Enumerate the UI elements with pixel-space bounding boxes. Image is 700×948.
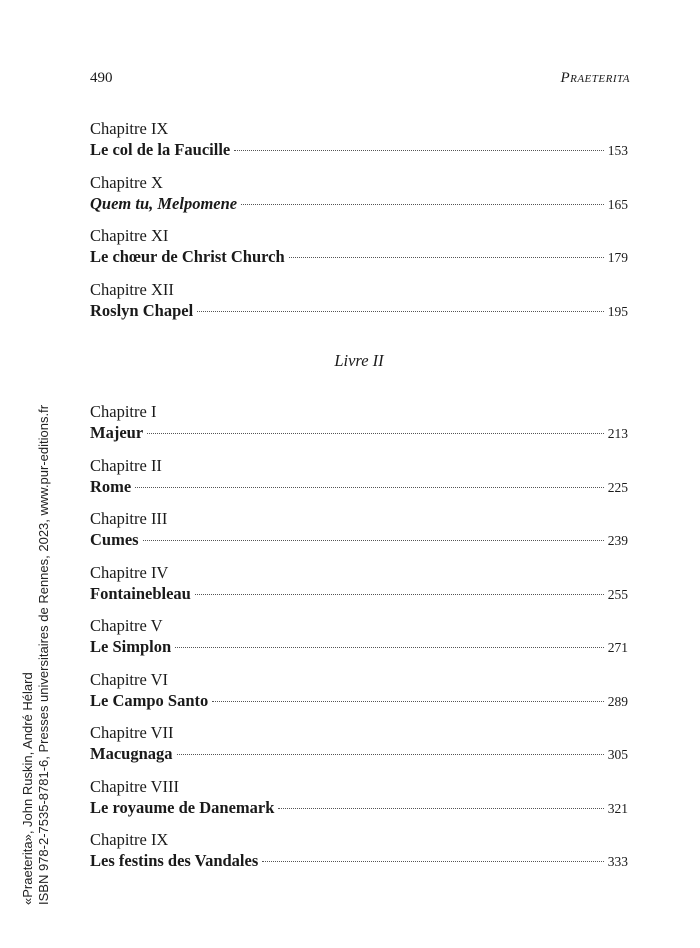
dot-leader (262, 861, 604, 862)
dot-leader (212, 701, 603, 702)
chapter-title: Les festins des Vandales (90, 851, 259, 870)
chapter-label: Chapitre X (90, 172, 163, 192)
chapter-title: Le Campo Santo (90, 690, 209, 710)
chapter-title: Majeur (90, 423, 144, 442)
chapter-page: 333 (607, 854, 628, 869)
dot-leader (234, 150, 604, 151)
chapter-label: Chapitre VI (90, 669, 169, 689)
chapter-label: Chapitre VII (90, 723, 174, 742)
chapter-page: 255 (607, 586, 628, 602)
chapter-title: Rome (90, 476, 132, 496)
dot-leader (143, 540, 604, 541)
chapter-title: Roslyn Chapel (90, 300, 194, 320)
chapter-page: 213 (607, 426, 628, 441)
chapter-label: Chapitre III (90, 509, 168, 528)
chapter-page: 153 (607, 143, 628, 158)
dot-leader (147, 433, 604, 434)
toc-entry (90, 722, 628, 776)
chapter-label: Chapitre IX (90, 830, 169, 849)
toc-entry (90, 172, 628, 226)
section-heading: Livre II (334, 351, 384, 370)
chapter-title: Quem tu, Melpomene (90, 193, 238, 213)
running-title: Praeterita (560, 70, 630, 86)
chapter-page: 179 (607, 250, 628, 265)
dot-leader (135, 487, 604, 488)
toc-entry (90, 508, 628, 562)
toc-entry (90, 669, 628, 723)
chapter-title: Le chœur de Christ Church (90, 247, 285, 266)
chapter-title: Fontainebleau (90, 583, 191, 603)
dot-leader (175, 647, 604, 648)
chapter-page: 239 (607, 533, 628, 548)
side-credit (20, 405, 52, 905)
dot-leader (195, 594, 604, 595)
chapter-label: Chapitre IV (90, 562, 169, 582)
dot-leader (177, 754, 604, 755)
toc-entry (90, 225, 628, 279)
chapter-label: Chapitre XI (90, 226, 169, 245)
toc-entry (90, 829, 628, 883)
toc-entry (90, 279, 628, 333)
chapter-page: 195 (607, 303, 628, 319)
dot-leader (197, 311, 604, 312)
chapter-page: 321 (607, 800, 628, 816)
chapter-title: Le col de la Faucille (90, 140, 231, 159)
toc-entry (90, 455, 628, 509)
chapter-title: Le Simplon (90, 637, 172, 656)
table-of-contents (90, 118, 628, 883)
credit-line-1: «Praeterita», John Ruskin, André Hélard (20, 672, 35, 905)
chapter-page: 225 (607, 479, 628, 495)
chapter-label: Chapitre VIII (90, 776, 180, 796)
toc-entry (90, 776, 628, 830)
chapter-label: Chapitre XII (90, 279, 174, 299)
chapter-title: Cumes (90, 530, 139, 549)
chapter-label: Chapitre I (90, 402, 157, 421)
chapter-page: 289 (607, 693, 628, 709)
toc-entry (90, 118, 628, 172)
dot-leader (278, 808, 603, 809)
chapter-label: Chapitre V (90, 616, 163, 635)
dot-leader (289, 257, 604, 258)
chapter-label: Chapitre II (90, 455, 162, 475)
toc-entry (90, 401, 628, 455)
chapter-page: 165 (607, 196, 628, 212)
dot-leader (241, 204, 604, 205)
page-number: 490 (90, 70, 113, 86)
chapter-page: 305 (607, 747, 628, 762)
credit-line-2: ISBN 978-2-7535-8781-6, Presses universitaires de Rennes, 2023, www.pur-editions.fr (36, 404, 51, 905)
toc-entry (90, 562, 628, 616)
chapter-title: Macugnaga (90, 744, 173, 763)
chapter-title: Le royaume de Danemark (90, 797, 275, 817)
chapter-page: 271 (607, 640, 628, 655)
chapter-label: Chapitre IX (90, 119, 169, 138)
toc-entry (90, 615, 628, 669)
